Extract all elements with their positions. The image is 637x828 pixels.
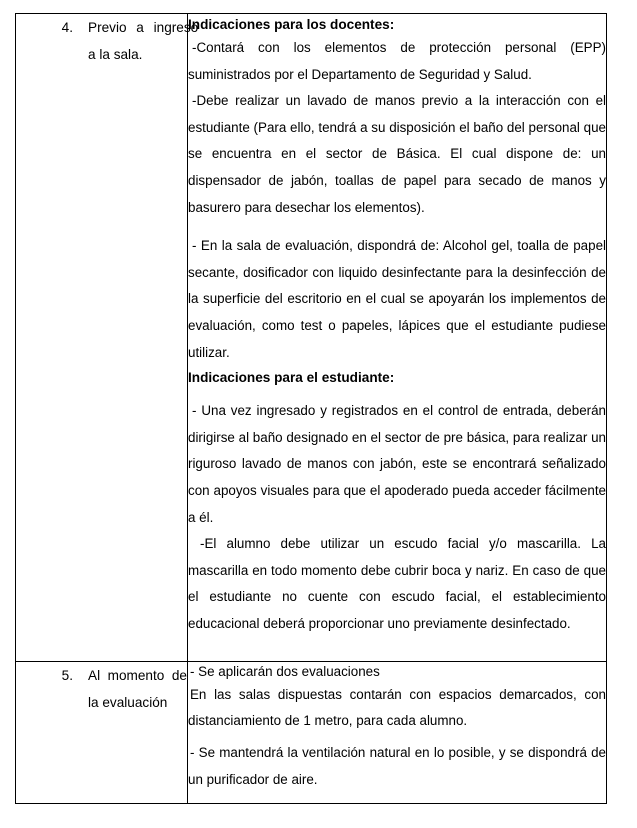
table-row <box>16 14 607 662</box>
paragraph: -El alumno debe utilizar un escudo facial y/o mascarilla. La mascarilla en todo momento debe cubrir boca y nariz. En caso de que el estudiante no cuente con escudo facial, el establecimiento educacional deberá proporcionar uno previamente desinfectado. <box>188 536 606 631</box>
instructions-cell <box>188 14 607 662</box>
paragraph: - Se aplicarán dos evaluaciones <box>190 664 380 679</box>
paragraph: -Debe realizar un lavado de manos previo a la interacción con el estudiante (Para ello, tendrá a su disposición el baño del personal que se encuentra en el sector de Básica. El cual dispone de: un dispensador de jabón, toallas de papel para secado de manos y basurero para desechar los elementos). <box>188 93 606 215</box>
spacer <box>188 221 606 233</box>
step-title-line <box>88 662 187 689</box>
step-title-line: la evaluación <box>88 695 168 710</box>
protocol-table <box>15 13 607 804</box>
paragraph: - Una vez ingresado y registrados en el control de entrada, deberán dirigirse al baño designado en el sector de pre básica, para realizar un riguroso lavado de manos con jabón, este se encontrará señalizado con apoyos visuales para que el apoderado pueda acceder fácilmente a él. <box>188 403 606 525</box>
instructions-cell <box>188 662 607 804</box>
step-title-line: Previo a ingreso <box>88 20 199 35</box>
step-cell <box>16 662 188 804</box>
paragraph: En las salas dispuestas contarán con espacios demarcados, con distanciamiento de 1 metro, para cada alumno. <box>188 687 606 729</box>
paragraph: - En la sala de evaluación, dispondrá de: Alcohol gel, toalla de papel secante, dosificador con liquido desinfectante para la desinfección de la superficie del escritorio en el cual se apoyarán los implementos de evaluación, como test o papeles, lápices que el estudiante pudiese utilizar. <box>188 238 606 360</box>
table-row <box>16 662 607 804</box>
step-number: 5. <box>61 668 73 683</box>
teachers-heading: Indicaciones para los docentes: <box>188 17 395 32</box>
step-title <box>73 14 198 68</box>
students-heading: Indicaciones para el estudiante: <box>188 370 395 386</box>
step-title <box>73 662 187 716</box>
step-title-word: momento <box>107 668 165 683</box>
step-title-word: de <box>171 668 187 683</box>
step-title-line: a la sala. <box>88 47 143 62</box>
paragraph: -Contará con los elementos de protección personal (EPP) suministrados por el Departamento de Seguridad y Salud. <box>188 40 606 82</box>
step-cell <box>16 14 199 662</box>
paragraph: - Se mantendrá la ventilación natural en lo posible, y se dispondrá de un purificador de aire. <box>188 745 606 787</box>
spacer <box>188 388 606 398</box>
step-title-word: Al <box>88 668 101 683</box>
step-number: 4. <box>61 20 73 35</box>
